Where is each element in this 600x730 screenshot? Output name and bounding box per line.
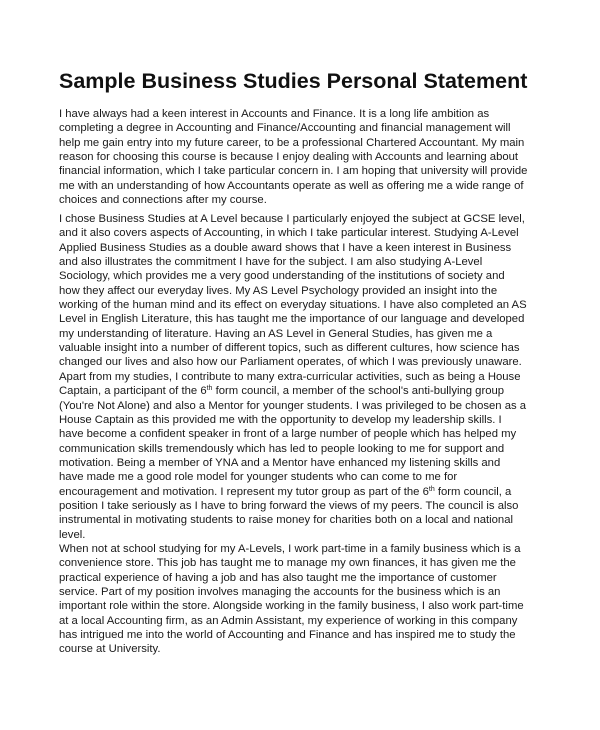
text-line: course at University. [59, 643, 161, 656]
paragraph-subjects-studied [59, 212, 559, 370]
text-line: instrumental in motivating students to raise money for charities both on a local and national [59, 514, 514, 527]
text-line: level. [59, 528, 86, 541]
paragraph-academic-interest [59, 107, 559, 207]
ordinal-number: 6 [422, 485, 429, 498]
text-line: position I take seriously as I have to bring forward the views of my peers. The council is also [59, 500, 519, 513]
text-line: and also illustrates the commitment I have for the subject. I am also studying A-Level [59, 256, 483, 269]
text-line: important role within the store. Alongside working in the family business, I also work part-time [59, 600, 524, 613]
paragraph-extracurricular [59, 370, 559, 542]
text-line: convenience store. This job has taught me to manage my own finances, it has given me the [59, 557, 516, 570]
text-line: Applied Business Studies as a double award shows that I have a keen interest in Business [59, 241, 512, 254]
text-line: my understanding of literature. Having an AS Level in General Studies, has given me a [59, 327, 493, 340]
text-line: I have always had a keen interest in Accounts and Finance. It is a long life ambition as [59, 108, 490, 120]
text-line: reason for choosing this course is because I enjoy dealing with Accounts and learning about [59, 151, 519, 164]
paragraph-work-experience [59, 542, 559, 657]
text-line: (You're Not Alone) and also a Mentor for younger students. I was privileged to be chosen as a [59, 399, 527, 412]
text-line: at a local Accounting firm, as an Admin Assistant, my experience of working in this company [59, 614, 518, 627]
text-line: Level in English Literature, this has taught me the importance of our language and developed [59, 313, 525, 326]
text-line: has intrigued me into the world of Accounting and Finance and has inspired me to study the [59, 629, 516, 642]
text-line: House Captain as this provided me with the opportunity to develop my leadership skills. I [59, 414, 502, 427]
text-line: choices and connections after my course. [59, 194, 267, 207]
text-line: completing a degree in Accounting and Finance/Accounting and financial management will [59, 122, 511, 135]
text-line: motivation. Being a member of YNA and a Mentor have enhanced my listening skills and [59, 457, 501, 470]
text-line: communication skills tremendously which has led to people looking to me for support and [59, 442, 505, 455]
ordinal-superscript: th [428, 485, 435, 493]
text-line: financial information, which I take particular concern in. I am hoping that university will provide [59, 165, 528, 178]
text-line [59, 384, 559, 398]
text-fragment: Captain, a participant of the [59, 385, 201, 398]
text-line: have become a confident speaker in front of a large number of people which has helped my [59, 428, 517, 441]
text-line: working of the human mind and its effect on everyday situations. I have also completed an AS [59, 299, 527, 312]
text-line: and it also covers aspects of Accounting, in which I take particular interest. Studying A-Level [59, 227, 519, 240]
text-line: service. Part of my position involves managing the accounts for the business which is an [59, 586, 501, 599]
text-line: practical experience of having a job and has also taught me the importance of customer [59, 571, 497, 584]
text-line [59, 485, 559, 499]
text-line: I chose Business Studies at A Level because I particularly enjoyed the subject at GCSE level, [59, 213, 525, 225]
ordinal-superscript: th [206, 385, 213, 393]
text-line: Sociology, which provides me a very good understanding of the institutions of society and [59, 270, 505, 283]
text-line: me with an understanding of how Accountants operate as well as offering me a wide range of [59, 179, 524, 192]
text-line: how they affect our everyday lives. My AS Level Psychology provided an insight into the [59, 284, 498, 297]
text-line: have made me a good role model for younger students who can come to me for [59, 471, 458, 484]
text-line: When not at school studying for my A-Levels, I work part-time in a family business which is a [59, 543, 521, 555]
text-line: help me gain entry into my future career, to be a professional Chartered Accountant. My main [59, 136, 525, 149]
text-line: valuable insight into a number of different topics, such as different cultures, how science has [59, 342, 520, 355]
document-title: Sample Business Studies Personal Statement [59, 69, 528, 93]
text-fragment: form council, a [434, 485, 512, 498]
text-line: Apart from my studies, I contribute to many extra-curricular activities, such as being a House [59, 371, 521, 383]
ordinal-number: 6 [200, 385, 207, 398]
text-line: changed our lives and also how our Parliament operates, of which I was previously unaware. [59, 356, 522, 369]
text-fragment: encouragement and motivation. I represent my tutor group as part of the [59, 485, 423, 498]
text-fragment: form council, a member of the school's anti-bullying group [212, 385, 505, 398]
